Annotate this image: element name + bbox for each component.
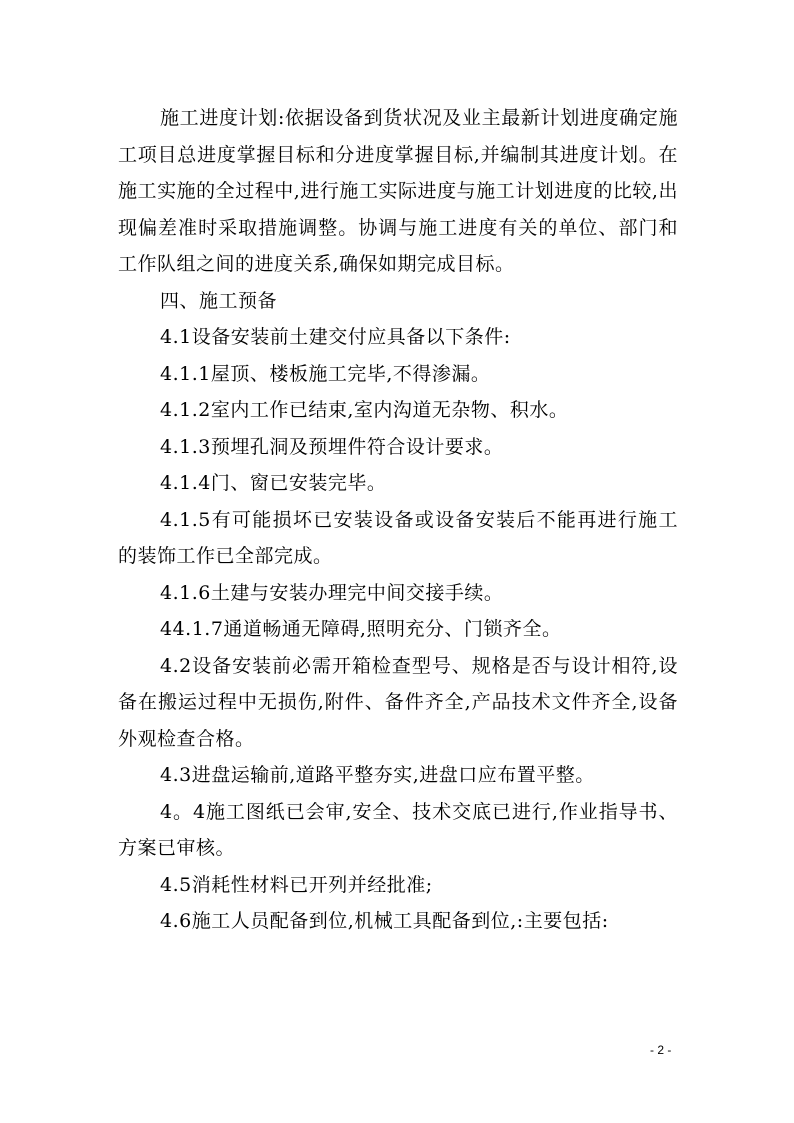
paragraph-4-1-3: 4.1.3预埋孔洞及预埋件符合设计要求。 [160,435,504,458]
paragraph-4-1-7: 44.1.7通道畅通无障碍,照明充分、门锁齐全。 [160,618,562,640]
paragraph-4-5: 4.5消耗性材料已开列并经批准; [160,873,433,896]
page-number: - 2 - [650,1043,672,1057]
paragraph-4-2: 4.2设备安装前必需开箱检查型号、规格是否与设计相符,设备在搬运过程中无损伤,附件、备件齐全,产品技术文件齐全,设备外观检查合格。 [118,654,678,750]
paragraph-4-3: 4.3进盘运输前,道路平整夯实,进盘口应布置平整。 [160,764,595,786]
section-heading-preparation: 四、施工预备 [160,289,278,312]
paragraph-4-1-5: 4.1.5有可能损坏已安装设备或设备安装后不能再进行施工的装饰工作已全部完成。 [118,508,678,567]
paragraph-4-1-6: 4.1.6土建与安装办理完中间交接手续。 [160,581,504,604]
paragraph-4-1: 4.1设备安装前土建交付应具备以下条件: [160,326,511,348]
paragraph-schedule-plan: 施工进度计划:依据设备到货状况及业主最新计划进度确定施工项目总进度掌握目标和分进度掌握目标,并编制其进度计划。在施工实施的全过程中,进行施工实际进度与施工计划进度的比较,出现偏差准时采取措施调整。协调与施工进度有关的单位、部门和工作队组之间的进度关系,确保如期完成目标。 [118,107,678,275]
paragraph-4-1-1: 4.1.1屋顶、楼板施工完毕,不得渗漏。 [160,362,491,385]
paragraph-4-6: 4.6施工人员配备到位,机械工具配备到位,:主要包括: [160,910,609,932]
paragraph-4-1-4: 4.1.4门、窗已安装完毕。 [160,472,387,494]
document-body [118,100,678,940]
paragraph-4-1-2: 4.1.2室内工作已结束,室内沟道无杂物、积水。 [160,399,569,421]
paragraph-4-4: 4。4施工图纸已会审,安全、技术交底已进行,作业指导书、方案已审核。 [118,800,678,859]
